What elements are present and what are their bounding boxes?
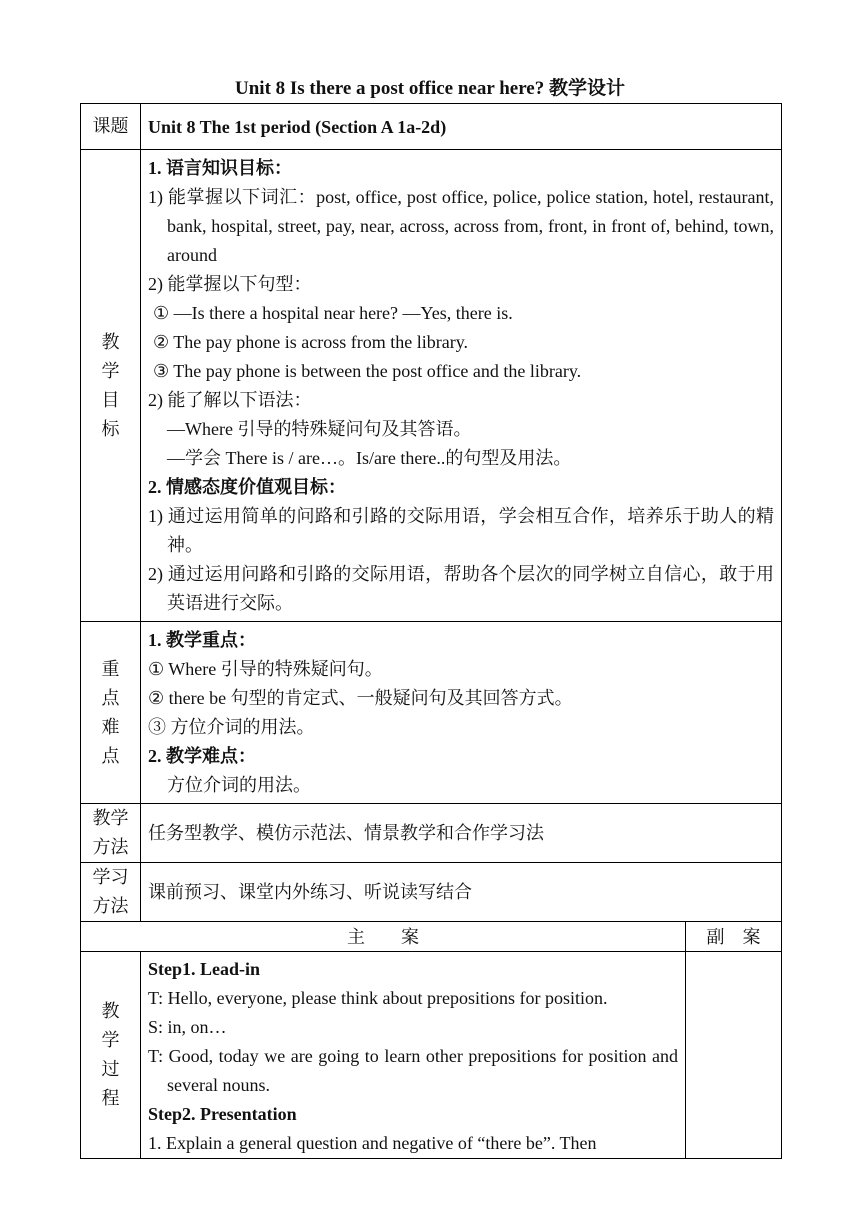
sentence-pattern: ② The pay phone is across from the library. bbox=[153, 332, 469, 352]
grammar-title: 2) 能了解以下语法： bbox=[148, 390, 312, 410]
objectives-content bbox=[141, 150, 782, 622]
process-content bbox=[141, 952, 686, 1159]
objectives-heading-language: 1. 语言知识目标： bbox=[148, 158, 292, 178]
teaching-method-label: 教学 方法 bbox=[81, 804, 141, 863]
topic-value: Unit 8 The 1st period (Section A 1a-2d) bbox=[141, 104, 782, 150]
step2-title: Step2. Presentation bbox=[148, 1104, 297, 1124]
step1-title: Step1. Lead-in bbox=[148, 959, 261, 979]
process-row bbox=[81, 952, 782, 1159]
step2-line: 1. Explain a general question and negative of “there be”. Then bbox=[148, 1133, 597, 1153]
topic-label: 课题 bbox=[81, 104, 141, 150]
topic-row bbox=[81, 104, 782, 150]
side-plan-cell bbox=[686, 952, 782, 1159]
sentence-pattern: ③ The pay phone is between the post office and the library. bbox=[153, 361, 582, 381]
process-label: 教 学 过 程 bbox=[81, 952, 141, 1159]
emotion-item: 1) 通过运用简单的问路和引路的交际用语，学会相互合作，培养乐于助人的精神。 bbox=[148, 506, 774, 555]
objectives-row bbox=[81, 150, 782, 622]
objectives-heading-emotion: 2. 情感态度价值观目标： bbox=[148, 477, 346, 497]
main-plan-header: 主 案 bbox=[81, 922, 686, 952]
difficulty-item: 方位介词的用法。 bbox=[167, 775, 311, 795]
key-point-item: ① Where 引导的特殊疑问句。 bbox=[148, 659, 383, 679]
grammar-item: —Where 引导的特殊疑问句及其答语。 bbox=[167, 419, 472, 439]
grammar-item: —学会 There is / are…。Is/are there..的句型及用法。 bbox=[167, 448, 572, 468]
teaching-method-row bbox=[81, 804, 782, 863]
learning-method-row bbox=[81, 863, 782, 922]
sentence-patterns-title: 2) 能掌握以下句型： bbox=[148, 274, 312, 294]
vocabulary-list: 1) 能掌握以下词汇：post, office, post office, police, police station, hotel, restaurant, bank, hospital, street, pay, near, across, across from, front, in front of, behind, town, around bbox=[148, 187, 774, 265]
objectives-label: 教 学 目 标 bbox=[81, 150, 141, 622]
step1-line: S: in, on… bbox=[148, 1017, 227, 1037]
emotion-item: 2) 通过运用问路和引路的交际用语，帮助各个层次的同学树立自信心，敢于用英语进行交际。 bbox=[148, 564, 774, 613]
difficulty-heading: 2. 教学难点： bbox=[148, 746, 256, 766]
key-points-row bbox=[81, 622, 782, 804]
learning-method-label: 学习 方法 bbox=[81, 863, 141, 922]
teaching-method-value: 任务型教学、模仿示范法、情景教学和合作学习法 bbox=[141, 804, 782, 863]
sentence-pattern: ① —Is there a hospital near here? —Yes, there is. bbox=[153, 303, 513, 323]
key-point-item: ② there be 句型的肯定式、一般疑问句及其回答方式。 bbox=[148, 688, 573, 708]
learning-method-value: 课前预习、课堂内外练习、听说读写结合 bbox=[141, 863, 782, 922]
document-title: Unit 8 Is there a post office near here? 教学设计 bbox=[235, 78, 625, 99]
key-point-item: ③ 方位介词的用法。 bbox=[148, 717, 315, 737]
key-points-heading: 1. 教学重点： bbox=[148, 630, 256, 650]
key-points-content bbox=[141, 622, 782, 804]
side-plan-header: 副 案 bbox=[686, 922, 782, 952]
lesson-plan-table bbox=[80, 103, 782, 1159]
plan-header-row bbox=[81, 922, 782, 952]
step1-line: T: Good, today we are going to learn other prepositions for position and several nouns. bbox=[148, 1046, 678, 1095]
step1-line: T: Hello, everyone, please think about prepositions for position. bbox=[148, 988, 608, 1008]
key-points-label: 重 点 难 点 bbox=[81, 622, 141, 804]
